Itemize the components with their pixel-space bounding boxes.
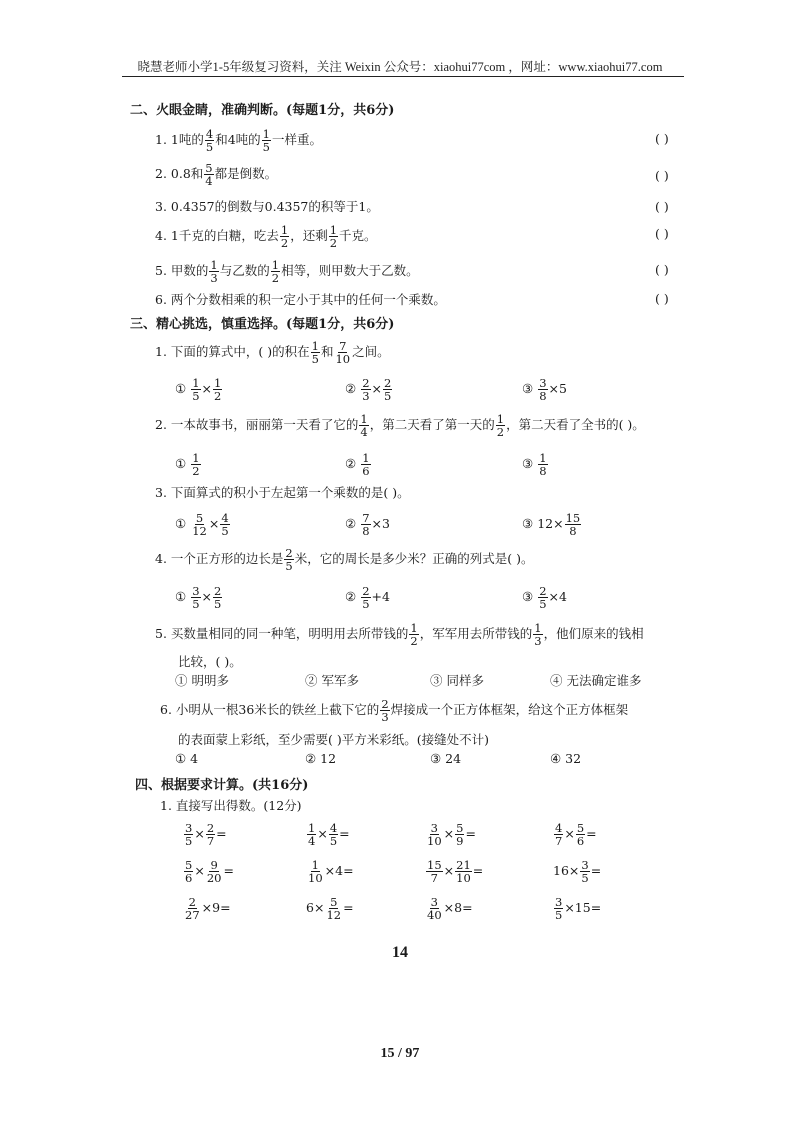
calc-item: $\frac{3}{5}$ ×15= <box>555 895 602 923</box>
option-1[interactable]: ① $\frac{3}{5}$ × $\frac{2}{5}$ <box>175 584 222 612</box>
judge-question-3: 3. 0.4357的倒数与0.4357的积等于1。 <box>155 199 379 214</box>
fraction: $\frac{1}{2}$ <box>271 258 280 286</box>
choice-question-6-line2: 的表面蒙上彩纸，至少需要( )平方米彩纸。(接缝处不计) <box>178 732 489 747</box>
fraction: $\frac{1}{4}$ <box>360 412 368 440</box>
option-4[interactable]: ④ 无法确定谁多 <box>550 673 642 688</box>
choice-question-1: 1. 下面的算式中，( )的积在 $\frac{1}{5}$ 和 $\frac{7}{10}$ 之间。 <box>155 339 390 367</box>
choice-question-5: 5. 买数量相同的同一种笔，明明用去所带钱的 $\frac{1}{2}$ ，军军用去所带钱的 $\frac{1}{3}$ ，他们原来的钱相 <box>155 621 644 649</box>
fraction: $\frac{1}{2}$ <box>410 621 418 649</box>
calc-item: $\frac{15}{7}$ × $\frac{21}{10}$ = <box>427 858 484 886</box>
fraction: $\frac{1}{3}$ <box>534 621 542 649</box>
answer-blank[interactable]: ( ) <box>655 291 669 306</box>
fraction: $\frac{1}{3}$ <box>210 258 218 286</box>
answer-blank[interactable]: ( ) <box>655 226 669 241</box>
choice-question-2: 2. 一本故事书，丽丽第一天看了它的 $\frac{1}{4}$ ，第二天看了第一天的 $\frac{1}{2}$ ，第二天看了全书的( )。 <box>155 412 645 440</box>
fraction: $\frac{7}{10}$ <box>335 339 351 367</box>
calc-item: $\frac{4}{7}$ × $\frac{5}{6}$ = <box>555 821 597 849</box>
section-4-subtitle: 1. 直接写出得数。(12分) <box>160 798 302 813</box>
answer-blank[interactable]: ( ) <box>655 199 669 214</box>
option-2[interactable]: ② 12 <box>305 751 337 766</box>
fraction: $\frac{1}{2}$ <box>329 223 338 251</box>
choice-question-6: 6. 小明从一根36米长的铁丝上截下它的 $\frac{2}{3}$ 焊接成一个正方体框架，给这个正方体框架 <box>160 697 629 725</box>
option-3[interactable]: ③ 12× $\frac{15}{8}$ <box>522 511 581 539</box>
header-divider <box>122 76 684 77</box>
option-3[interactable]: ③ 同样多 <box>430 673 484 688</box>
judge-question-4: 4. 1千克的白糖，吃去 $\frac{1}{2}$ ，还剩 $\frac{1}{2}$ 千克。 <box>155 223 377 251</box>
option-1[interactable]: ① 4 <box>175 751 199 766</box>
page-number: 14 <box>392 944 408 961</box>
answer-blank[interactable]: ( ) <box>655 131 669 146</box>
calc-item: $\frac{3}{10}$ × $\frac{5}{9}$ = <box>427 821 476 849</box>
fraction: $\frac{1}{5}$ <box>311 339 319 367</box>
fraction: $\frac{2}{5}$ <box>285 546 293 574</box>
fraction: $\frac{5}{4}$ <box>205 161 213 189</box>
calc-item: $\frac{5}{6}$ × $\frac{9}{20}$ = <box>185 858 234 886</box>
option-2[interactable]: ② $\frac{7}{8}$ ×3 <box>345 511 390 539</box>
fraction: $\frac{4}{5}$ <box>205 127 214 155</box>
calc-item: 6× $\frac{5}{12}$ = <box>306 895 354 923</box>
answer-blank[interactable]: ( ) <box>655 262 669 277</box>
page-counter: 15 / 97 <box>380 1046 420 1061</box>
judge-question-6: 6. 两个分数相乘的积一定小于其中的任何一个乘数。 <box>155 292 446 307</box>
judge-question-2: 2. 0.8和 $\frac{5}{4}$ 都是倒数。 <box>155 161 278 189</box>
fraction: $\frac{1}{5}$ <box>262 127 270 155</box>
option-4[interactable]: ④ 32 <box>550 751 582 766</box>
judge-question-5: 5. 甲数的 $\frac{1}{3}$ 与乙数的 $\frac{1}{2}$ 相等，则甲数大于乙数。 <box>155 258 419 286</box>
judge-question-1: 1. 1吨的 $\frac{4}{5}$ 和4吨的 $\frac{1}{5}$ 一样重。 <box>155 127 322 155</box>
section-4-title: 四、根据要求计算。(共16分) <box>135 778 309 793</box>
option-1[interactable]: ① 明明多 <box>175 673 229 688</box>
fraction: $\frac{1}{2}$ <box>496 412 505 440</box>
answer-blank[interactable]: ( ) <box>655 168 669 183</box>
option-3[interactable]: ③ 24 <box>430 751 462 766</box>
calc-item: $\frac{3}{5}$ × $\frac{2}{7}$ = <box>185 821 227 849</box>
calc-item: 16× $\frac{3}{5}$ = <box>553 858 602 886</box>
calc-item: $\frac{3}{40}$ ×8= <box>427 895 473 923</box>
fraction: $\frac{2}{3}$ <box>381 697 389 725</box>
option-1[interactable]: ① $\frac{5}{12}$ × $\frac{4}{5}$ <box>175 511 229 539</box>
option-1[interactable]: ① $\frac{1}{5}$ × $\frac{1}{2}$ <box>175 376 222 404</box>
calc-item: $\frac{1}{4}$ × $\frac{4}{5}$ = <box>308 821 350 849</box>
fraction: $\frac{1}{2}$ <box>280 223 289 251</box>
section-2-title: 二、火眼金睛，准确判断。(每题1分，共6分) <box>130 103 395 118</box>
option-2[interactable]: ② $\frac{2}{5}$ +4 <box>345 584 390 612</box>
choice-question-4: 4. 一个正方形的边长是 $\frac{2}{5}$ 米，它的周长是多少米？正确的列式是( )。 <box>155 546 534 574</box>
option-2[interactable]: ② $\frac{2}{3}$ × $\frac{2}{5}$ <box>345 376 392 404</box>
calc-item: $\frac{1}{10}$ ×4= <box>308 858 354 886</box>
option-3[interactable]: ③ $\frac{1}{8}$ <box>522 451 547 479</box>
choice-question-5-line2: 比较，( )。 <box>178 654 242 669</box>
page-header: 晓慧老师小学1-5年级复习资料，关注 Weixin 公众号：xiaohui77com ，网址：www.xiaohui77.com <box>137 60 663 74</box>
calc-item: $\frac{2}{27}$ ×9= <box>185 895 231 923</box>
option-1[interactable]: ① $\frac{1}{2}$ <box>175 451 200 479</box>
option-3[interactable]: ③ $\frac{3}{8}$ ×5 <box>522 376 567 404</box>
option-2[interactable]: ② 军军多 <box>305 673 359 688</box>
choice-question-3: 3. 下面算式的积小于左起第一个乘数的是( )。 <box>155 485 410 500</box>
option-2[interactable]: ② $\frac{1}{6}$ <box>345 451 370 479</box>
section-3-title: 三、精心挑选，慎重选择。(每题1分，共6分) <box>130 317 395 332</box>
option-3[interactable]: ③ $\frac{2}{5}$ ×4 <box>522 584 567 612</box>
